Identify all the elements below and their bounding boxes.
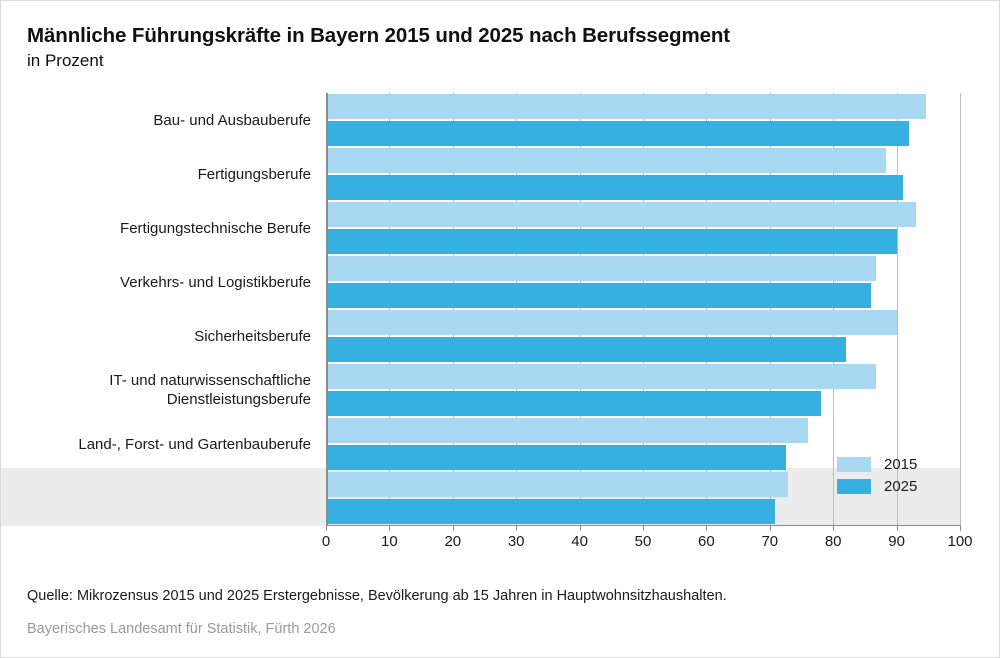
category-label-6: Land-, Forst- und Gartenbauberufe [78, 435, 311, 453]
x-axis-tick-label: 40 [571, 533, 588, 550]
legend-swatch-2025 [837, 479, 871, 494]
bar-2025-7 [326, 499, 775, 524]
x-axis-tick-label: 20 [444, 533, 462, 550]
page-title: Männliche Führungskräfte in Bayern 2015 und 2025 nach Berufssegment [27, 24, 731, 47]
bar-2025-5 [326, 391, 821, 416]
category-label-5: IT- und naturwissenschaftliche Dienstleistungsberufe [109, 372, 311, 408]
bar-2015-6 [326, 418, 808, 443]
bar-2025-0 [326, 121, 909, 146]
bar-2015-4 [326, 310, 897, 335]
category-axis-labels [1, 93, 311, 525]
legend-label-2025: 2025 [884, 477, 918, 495]
bar-2015-3 [326, 256, 876, 281]
x-axis-tick-label: 100 [947, 533, 973, 550]
bar-2025-2 [326, 229, 897, 254]
source-note: Quelle: Mikrozensus 2015 und 2025 Erstergebnisse, Bevölkerung ab 15 Jahren in Hauptwohnsitzhaushalten. [27, 588, 727, 604]
x-axis-tick-label: 60 [698, 533, 715, 550]
category-label-3: Verkehrs- und Logistikberufe [120, 273, 311, 291]
legend [837, 453, 957, 497]
x-axis-line [326, 525, 960, 526]
bar-2015-0 [326, 94, 926, 119]
category-label-4: Sicherheitsberufe [194, 327, 311, 345]
category-label-2: Fertigungstechnische Berufe [120, 219, 311, 237]
bar-2025-1 [326, 175, 903, 200]
x-axis-tick [960, 525, 961, 531]
legend-label-2015: 2015 [884, 455, 918, 473]
x-axis-tick-label: 70 [761, 533, 779, 550]
bar-2015-2 [326, 202, 916, 227]
bar-2025-3 [326, 283, 871, 308]
x-axis-tick-label: 90 [888, 533, 905, 550]
x-axis-tick-label: 50 [634, 533, 652, 550]
bar-2025-4 [326, 337, 846, 362]
legend-item-2015 [837, 453, 957, 475]
x-axis-tick-label: 0 [321, 533, 331, 550]
category-label-1: Fertigungsberufe [197, 165, 311, 183]
x-axis-tick-label: 10 [381, 533, 398, 550]
legend-item-2025 [837, 475, 957, 497]
bar-2025-6 [326, 445, 786, 470]
category-label-0: Bau- und Ausbauberufe [153, 111, 311, 129]
y-axis-line [326, 93, 328, 525]
page-subtitle: in Prozent [27, 51, 104, 70]
bar-2015-5 [326, 364, 876, 389]
bar-2015-7 [326, 472, 788, 497]
legend-swatch-2015 [837, 457, 871, 472]
title-block [27, 23, 957, 72]
publisher-note: Bayerisches Landesamt für Statistik, Fürth 2026 [27, 621, 336, 637]
bar-2015-1 [326, 148, 886, 173]
gridline [960, 93, 961, 525]
x-axis-tick-label: 80 [824, 533, 842, 550]
x-axis-tick-label: 30 [507, 533, 525, 550]
